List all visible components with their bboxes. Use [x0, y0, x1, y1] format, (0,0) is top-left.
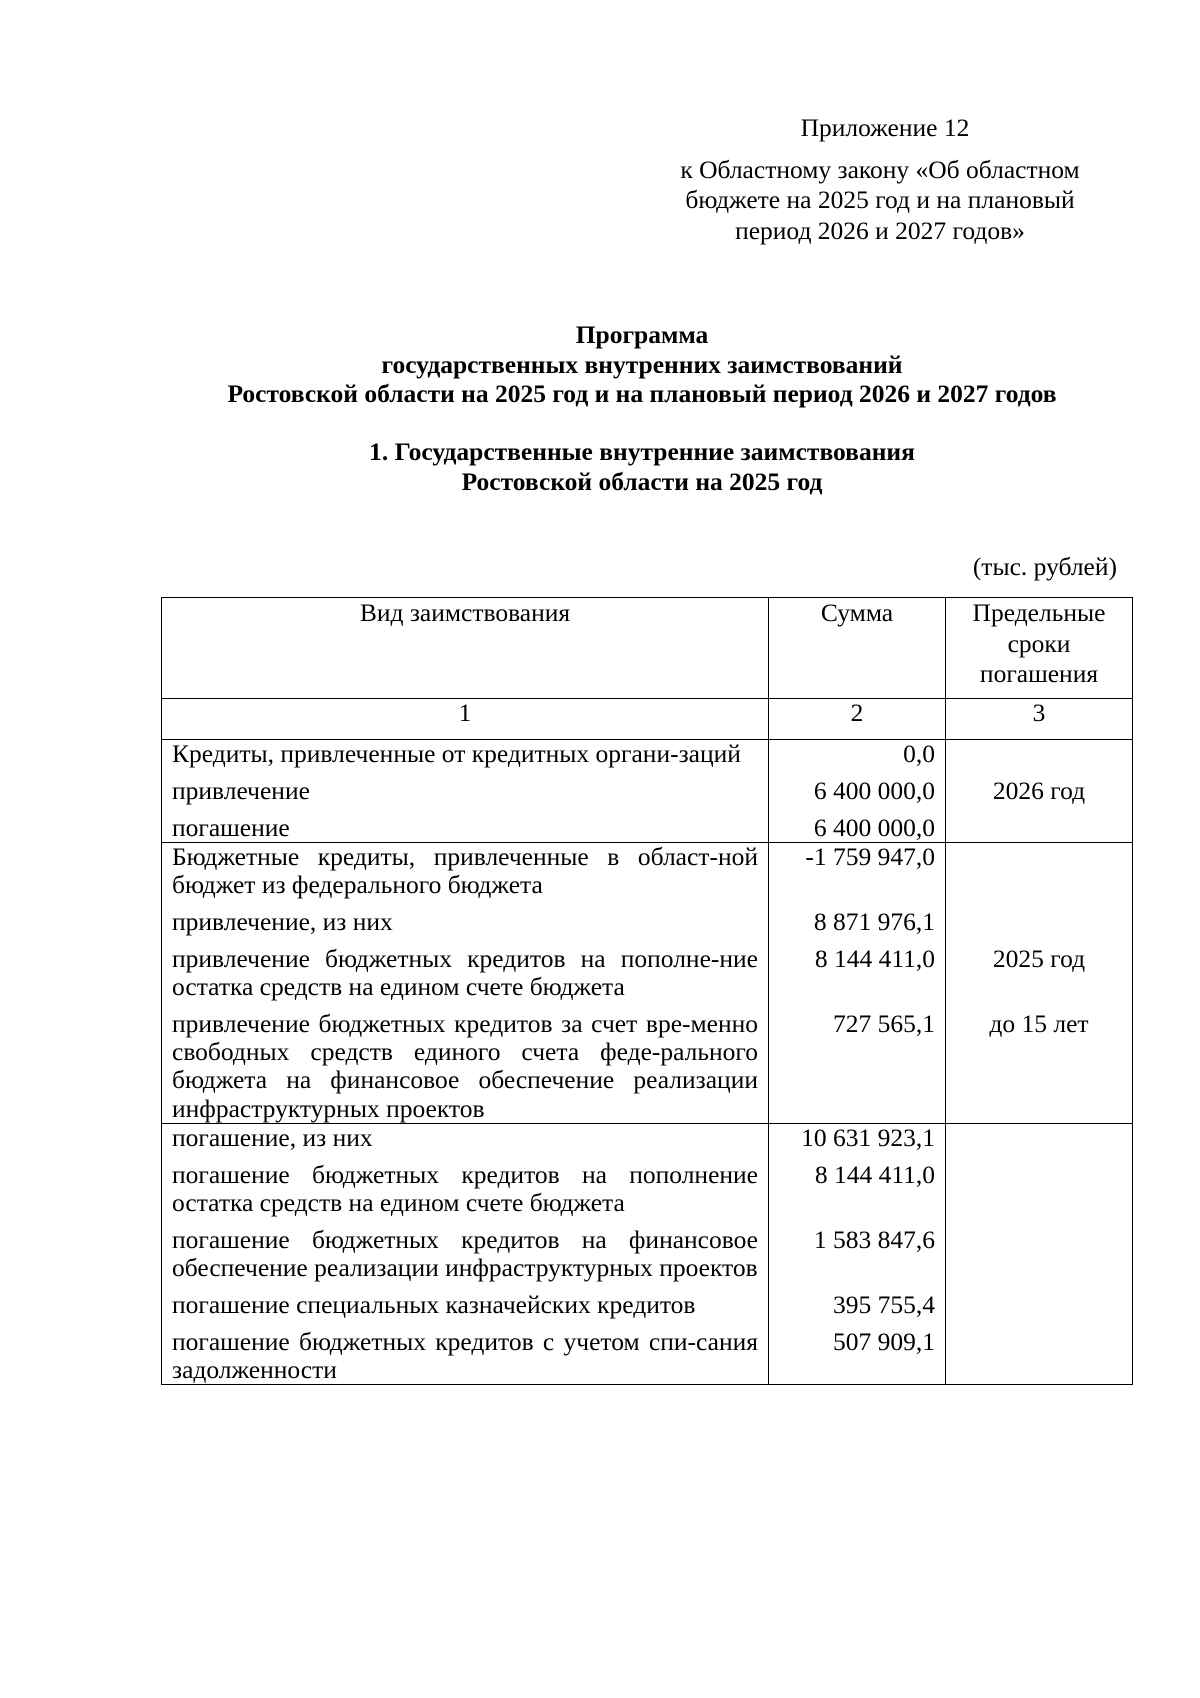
repayment-term-cell — [946, 843, 1133, 1123]
header-repayment-term — [946, 598, 1133, 699]
table-row-amount: 8 871 976,1 — [813, 907, 935, 937]
table-row-amount: 727 565,1 — [833, 1009, 935, 1039]
appendix-law-reference — [640, 155, 1120, 247]
table-row-term — [946, 1226, 1132, 1282]
table-row-amount: 395 755,4 — [833, 1289, 935, 1319]
table-row-term: 2025 год — [992, 944, 1086, 974]
table-row-label: погашение бюджетных кредитов на финансовое обеспечение реализации инфраструктурных проектов — [172, 1224, 758, 1282]
borrowing-type-cell — [162, 843, 769, 1123]
table-row-label: Кредиты, привлеченные от кредитных органи-заций — [172, 739, 741, 768]
appendix-number: Приложение 12 — [800, 113, 970, 142]
appendix-law-line: к Областному закону «Об областном — [680, 154, 1080, 184]
table-row-amount: 0,0 — [903, 739, 935, 768]
borrowing-type-cell — [162, 740, 769, 843]
repayment-term-cell — [946, 1123, 1133, 1384]
amount-cell — [769, 740, 946, 843]
table-row-label: привлечение бюджетных кредитов за счет вре-менно свободных средств единого счета феде-рального бюджета на финансовое обеспечение реализации инфраструктурных проектов — [172, 1009, 758, 1123]
table-row-amount: 507 909,1 — [833, 1326, 935, 1356]
table-row-amount: 10 631 923,1 — [801, 1122, 935, 1152]
table-group-row — [162, 1123, 1133, 1384]
column-number: 3 — [946, 699, 1133, 740]
table-row-term — [946, 740, 1132, 768]
table-row-label: привлечение — [172, 776, 310, 806]
table-row-amount: 8 144 411,0 — [814, 944, 935, 974]
header-borrowing-type: Вид заимствования — [162, 598, 769, 699]
table-row-label: привлечение, из них — [172, 907, 393, 937]
table-row-term — [946, 1161, 1132, 1217]
table-row-label: погашение бюджетных кредитов с учетом спи-сания задолженности — [172, 1326, 758, 1384]
table-row-term — [946, 814, 1132, 842]
section-heading — [150, 437, 1134, 496]
title-line: Ростовской области на 2025 год и на плановый период 2026 и 2027 годов — [227, 379, 1057, 409]
borrowings-table — [161, 597, 1133, 1385]
amount-cell — [769, 1123, 946, 1384]
table-row-label: погашение специальных казначейских кредитов — [172, 1289, 696, 1319]
table-header-row — [162, 598, 1133, 699]
table-row-label: погашение — [172, 813, 290, 843]
table-row-label: привлечение бюджетных кредитов на пополне-ние остатка средств на едином счете бюджета — [172, 944, 758, 1002]
amount-cell — [769, 843, 946, 1123]
header-term-line: Предельные — [972, 598, 1106, 627]
column-number: 1 — [162, 699, 769, 740]
table-row-amount: 8 144 411,0 — [814, 1159, 935, 1189]
header-term-line: сроки — [1007, 628, 1071, 658]
table-row-term — [946, 1328, 1132, 1384]
table-body — [162, 740, 1133, 1385]
header-term-line: погашения — [979, 659, 1099, 689]
title-line: государственных внутренних заимствований — [381, 349, 903, 379]
table-row-amount: 6 400 000,0 — [813, 776, 935, 806]
table-row-label: погашение бюджетных кредитов на пополнение остатка средств на едином счете бюджета — [172, 1159, 758, 1217]
title-line: Программа — [575, 320, 709, 349]
table-group-row — [162, 843, 1133, 1123]
appendix-law-line: период 2026 и 2027 годов» — [735, 215, 1025, 245]
repayment-term-cell — [946, 740, 1133, 843]
table-row-amount: 1 583 847,6 — [813, 1224, 935, 1254]
table-group-row — [162, 740, 1133, 843]
document-title — [150, 320, 1134, 409]
borrowing-type-cell — [162, 1123, 769, 1384]
appendix-law-line: бюджете на 2025 год и на плановый — [685, 185, 1075, 215]
table-row-amount: -1 759 947,0 — [805, 842, 935, 872]
column-number: 2 — [769, 699, 946, 740]
table-row-term — [946, 1124, 1132, 1152]
table-row-term — [946, 908, 1132, 936]
section-heading-line: Ростовской области на 2025 год — [461, 466, 823, 496]
table-row-term: до 15 лет — [989, 1009, 1089, 1039]
table-row-label: Бюджетные кредиты, привлеченные в област-ной бюджет из федерального бюджета — [172, 842, 758, 900]
units-label: (тыс. рублей) — [972, 552, 1117, 581]
table-row-amount: 6 400 000,0 — [813, 813, 935, 843]
table-row-label: погашение, из них — [172, 1122, 373, 1152]
table-row-term — [946, 843, 1132, 899]
table-row-term: 2026 год — [992, 776, 1086, 806]
section-heading-line: 1. Государственные внутренние заимствования — [369, 437, 915, 466]
header-amount: Сумма — [769, 598, 946, 699]
column-number-row — [162, 699, 1133, 740]
table-row-term — [946, 1291, 1132, 1319]
appendix-block — [640, 114, 1120, 246]
